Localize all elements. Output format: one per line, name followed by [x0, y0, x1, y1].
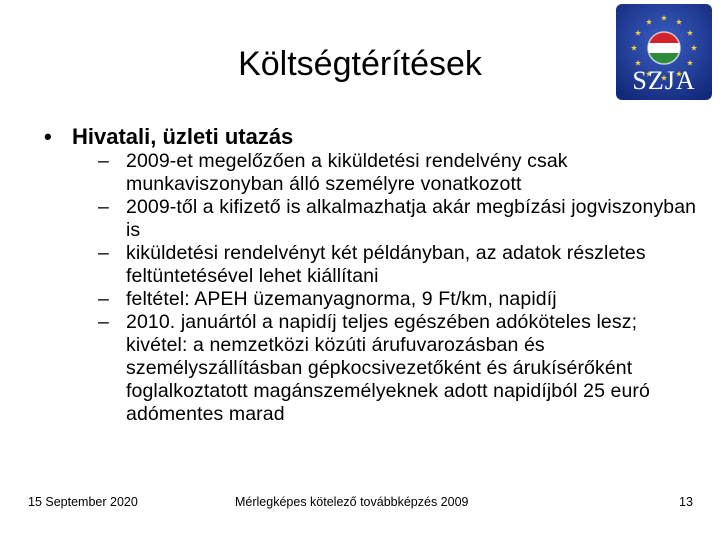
- page-number: 13: [679, 495, 693, 509]
- footer-date: 15 September 2020: [28, 495, 138, 509]
- sub-bullet-text: 2010. januártól a napidíj teljes egészében adóköteles lesz; kivétel: a nemzetközi közúti árufuvarozásban és személyszállításban gépkocsivezetőként és árukísérőként foglalkoztatott magánszemélyeknek adott napidíjból 25 euró adómentes marad: [126, 311, 650, 425]
- slide-title: Költségtérítések: [238, 45, 482, 83]
- sub-bullet-item: [98, 150, 698, 196]
- main-bullet: [44, 124, 293, 150]
- sub-bullet-text: 2009-et megelőzően a kiküldetési rendelvény csak munkaviszonyban álló személyre vonatkozott: [126, 150, 568, 195]
- sub-bullet-text: feltétel: APEH üzemanyagnorma, 9 Ft/km, napidíj: [126, 288, 557, 310]
- dash-marker: –: [98, 150, 109, 172]
- main-bullet-text: Hivatali, üzleti utazás: [72, 124, 294, 149]
- footer-course-title: Mérlegképes kötelező továbbképzés 2009: [235, 495, 469, 509]
- dash-marker: –: [98, 288, 109, 310]
- sub-bullet-text: kiküldetési rendelvényt két példányban, az adatok részletes feltüntetésével lehet kiállítani: [126, 242, 646, 287]
- bullet-marker: •: [44, 124, 52, 149]
- sub-bullet-item: [98, 196, 698, 242]
- dash-marker: –: [98, 196, 109, 218]
- logo-text: SZJA: [632, 66, 696, 95]
- sub-bullet-item: [98, 242, 698, 288]
- sub-bullet-list: [98, 150, 698, 426]
- dash-marker: –: [98, 311, 109, 333]
- sub-bullet-text: 2009-től a kifizető is alkalmazhatja akár megbízási jogviszonyban is: [126, 196, 697, 241]
- sub-bullet-item: [98, 311, 698, 426]
- sub-bullet-item: [98, 288, 698, 311]
- szja-logo: [616, 4, 712, 100]
- dash-marker: –: [98, 242, 109, 264]
